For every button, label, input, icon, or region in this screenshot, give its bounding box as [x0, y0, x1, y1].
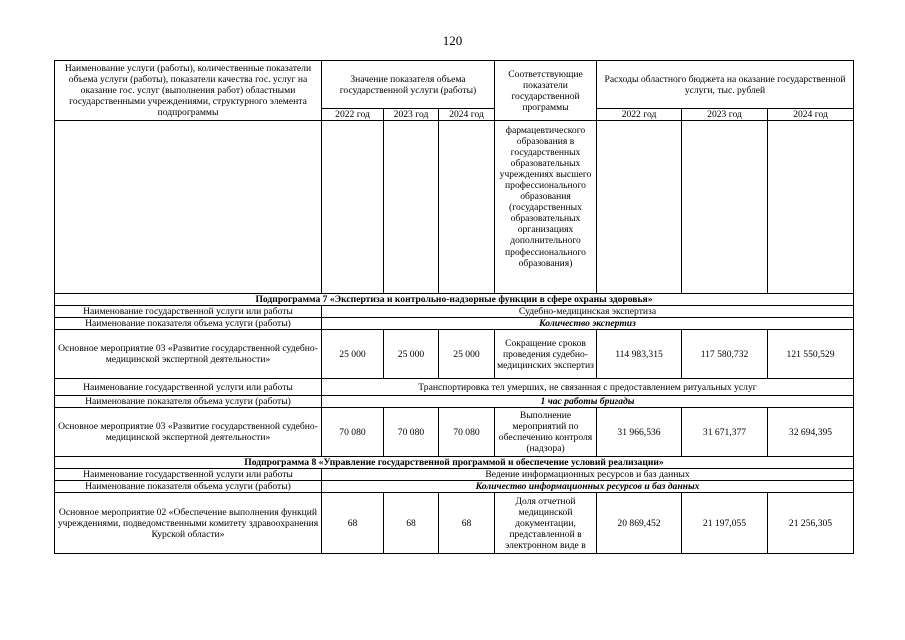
budget-2023: 21 197,055 — [682, 493, 768, 554]
year-budget-2023: 2023 год — [682, 109, 768, 121]
value-2024: 70 080 — [439, 408, 495, 457]
activity-row — [55, 330, 854, 379]
page-number: 120 — [442, 33, 463, 48]
value-2024: 25 000 — [439, 330, 495, 379]
service-row — [55, 306, 854, 318]
year-value-2023: 2023 год — [384, 109, 439, 121]
service-label: Наименование государственной услуги или работы — [55, 306, 322, 318]
continuation-row — [55, 121, 854, 294]
program-indicator: Доля отчетной медицинской документации, представленной в электронном виде в — [495, 493, 597, 554]
activity-row — [55, 493, 854, 554]
year-budget-2024: 2024 год — [768, 109, 854, 121]
indicator-label: Наименование показателя объема услуги (работы) — [55, 318, 322, 330]
activity-row — [55, 408, 854, 457]
indicator-row — [55, 318, 854, 330]
value-2023: 70 080 — [384, 408, 439, 457]
service-label: Наименование государственной услуги или работы — [55, 469, 322, 481]
service-value: Ведение информационных ресурсов и баз данных — [322, 469, 854, 481]
indicator-row — [55, 481, 854, 493]
indicator-value: 1 час работы бригады — [322, 396, 854, 408]
value-2022: 25 000 — [322, 330, 384, 379]
budget-2022: 31 966,536 — [597, 408, 682, 457]
value-2024: 68 — [439, 493, 495, 554]
program-indicator: Сокращение сроков проведения судебно-медицинских экспертиз — [495, 330, 597, 379]
indicator-value: Количество экспертиз — [322, 318, 854, 330]
value-2022: 70 080 — [322, 408, 384, 457]
year-budget-2022: 2022 год — [597, 109, 682, 121]
section-title-row — [55, 457, 854, 469]
value-2022: 68 — [322, 493, 384, 554]
value-2023: 68 — [384, 493, 439, 554]
year-value-2022: 2022 год — [322, 109, 384, 121]
services-table — [54, 60, 854, 554]
indicator-label: Наименование показателя объема услуги (работы) — [55, 396, 322, 408]
section-title-row — [55, 294, 854, 306]
indicator-row — [55, 396, 854, 408]
service-row — [55, 469, 854, 481]
budget-2024: 121 550,529 — [768, 330, 854, 379]
service-value: Судебно-медицинская экспертиза — [322, 306, 854, 318]
indicator-label: Наименование показателя объема услуги (работы) — [55, 481, 322, 493]
activity-name: Основное мероприятие 03 «Развитие государственной судебно-медицинской экспертной деятельности» — [55, 330, 322, 379]
activity-name: Основное мероприятие 02 «Обеспечение выполнения функций учреждениями, подведомственными комитету здравоохранения Курской области» — [55, 493, 322, 554]
budget-2022: 114 983,315 — [597, 330, 682, 379]
budget-2023: 117 580,732 — [682, 330, 768, 379]
section-title: Подпрограмма 8 «Управление государственной программой и обеспечение условий реализации» — [55, 457, 854, 469]
service-label: Наименование государственной услуги или работы — [55, 379, 322, 396]
indicator-value: Количество информационных ресурсов и баз данных — [322, 481, 854, 493]
budget-2023: 31 671,377 — [682, 408, 768, 457]
header-col-budget: Расходы областного бюджета на оказание государственной услуги, тыс. рублей — [597, 61, 854, 109]
header-col-value: Значение показателя объема государственной услуги (работы) — [322, 61, 495, 109]
header-col-service: Наименование услуги (работы), количественные показатели объема услуги (работы), показатели качества гос. услуг на оказание гос. услуг (выполнения работ) областными государственными учреждениями, структурного элемента подпрограммы — [55, 61, 322, 121]
service-value: Транспортировка тел умерших, не связанная с предоставлением ритуальных услуг — [322, 379, 854, 396]
header-row — [55, 61, 854, 109]
activity-name: Основное мероприятие 03 «Развитие государственной судебно-медицинской экспертной деятельности» — [55, 408, 322, 457]
section-title: Подпрограмма 7 «Экспертиза и контрольно-надзорные функции в сфере охраны здоровья» — [55, 294, 854, 306]
budget-2024: 32 694,395 — [768, 408, 854, 457]
header-col-program-indicators: Соответствующие показатели государственной программы — [495, 61, 597, 121]
value-2023: 25 000 — [384, 330, 439, 379]
continuation-text: фармацевтического образования в государственных образовательных учреждениях высшего профессионального образования (государственных образовательных организациях дополнительного профессионального образования) — [495, 121, 597, 294]
budget-2022: 20 869,452 — [597, 493, 682, 554]
budget-2024: 21 256,305 — [768, 493, 854, 554]
program-indicator: Выполнение мероприятий по обеспечению контроля (надзора) — [495, 408, 597, 457]
year-value-2024: 2024 год — [439, 109, 495, 121]
service-row — [55, 379, 854, 396]
